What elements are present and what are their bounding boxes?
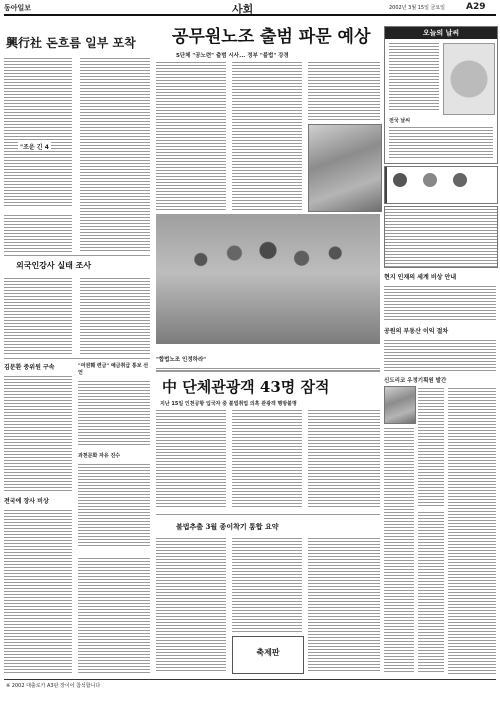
weather-map: [443, 43, 495, 115]
cloud-icon: [453, 173, 467, 187]
foreign-body-a: [4, 276, 72, 354]
second-headline: 中 단체관광객 43명 잠적: [162, 378, 330, 396]
main-body-a: [156, 60, 226, 210]
small-story-7-title: 불법추출 3월 종이착기 통합 요약: [176, 522, 279, 531]
weather-body: [389, 41, 439, 111]
weather-data-table: [384, 206, 498, 268]
main-deck: 5단체 "공노련" 출범 시사... 정부 "불법" 강경: [176, 53, 289, 59]
left-story-body-c: [4, 213, 72, 253]
second-deck: 지난 15일 인천공항 입국자 중 불법취업 의혹 관광객 행방불명: [160, 401, 297, 407]
footer-note: ※ 2002 대출로가 A3판 장이어 참석합니다: [6, 683, 101, 689]
weather-box: [384, 26, 498, 164]
left-story-body-a: [4, 56, 72, 206]
left-story-headline: 興行社 돈흐름 일부 포착: [6, 36, 136, 50]
person-text-a: [418, 386, 444, 506]
rain-icon: [393, 173, 407, 187]
person-box: [384, 376, 496, 676]
person-photo: [384, 386, 416, 424]
person-box-title: 신도리코 우정기획원 발간: [384, 378, 447, 384]
small-story-1-title: 김문환 중위원 구속: [4, 364, 55, 371]
bottom-body-c: [308, 536, 380, 672]
main-body-b: [232, 60, 302, 210]
small-story-3-title: 과천문화 자유 진수: [78, 453, 121, 459]
small-story-5-title: 현지 인재의 세계 비상 안내: [384, 274, 457, 281]
small-story-3: [78, 452, 150, 552]
caption-text: "합법노조 인정하라": [156, 357, 207, 363]
person-text-c: [384, 426, 414, 674]
small-story-2-title: "여권훼 련금" 예금취급 통보 선언: [78, 363, 149, 376]
weather-title: 오늘의 날씨: [385, 27, 497, 39]
second-body-b: [232, 408, 302, 508]
weather-bar: [384, 166, 498, 204]
left-story: [4, 18, 150, 253]
foreign-teacher-story: [4, 258, 150, 356]
masthead: [4, 2, 496, 16]
weather-table: [389, 125, 493, 159]
main-headline: 공무원노조 출범 파문 예상: [172, 27, 371, 47]
foreign-body-b: [80, 276, 150, 354]
small-story-4: [4, 496, 72, 676]
ad-box: [232, 636, 304, 674]
ad-label: 축제판: [256, 648, 280, 657]
section-title: 사회: [232, 3, 254, 16]
left-story-body-b: [80, 56, 150, 251]
bottom-body-b: [232, 536, 302, 632]
small-story-1: [4, 362, 72, 494]
left-bottom-body: [78, 556, 150, 674]
main-body-c: [308, 60, 380, 120]
second-story: [156, 374, 380, 676]
bottom-body-a: [156, 536, 226, 672]
person-text-b: [448, 386, 496, 674]
person-text-d: [418, 510, 444, 674]
small-story-4-title: 전국에 장사 비상: [4, 498, 49, 505]
main-news-photo: [156, 214, 380, 344]
paper-name: 동아일보: [4, 4, 32, 12]
sun-icon: [423, 173, 437, 187]
second-body-c: [308, 408, 380, 508]
second-body-a: [156, 408, 226, 508]
small-story-6: [384, 326, 496, 372]
issue-date: 2002년 3월 15일 금요일: [389, 5, 446, 11]
left-subhead: "조운 긴 4: [20, 144, 49, 151]
main-story: [156, 18, 380, 363]
small-story-5: [384, 272, 496, 322]
foreign-teacher-headline: 외국인강사 실태 조사: [16, 260, 92, 270]
main-inset-photo: [308, 124, 382, 212]
small-story-2: [78, 362, 150, 450]
page-number: A29: [466, 2, 486, 12]
weather-section-title: 전국 날씨: [389, 118, 411, 124]
small-story-6-title: 공원의 부동산 이익 절차: [384, 328, 449, 335]
